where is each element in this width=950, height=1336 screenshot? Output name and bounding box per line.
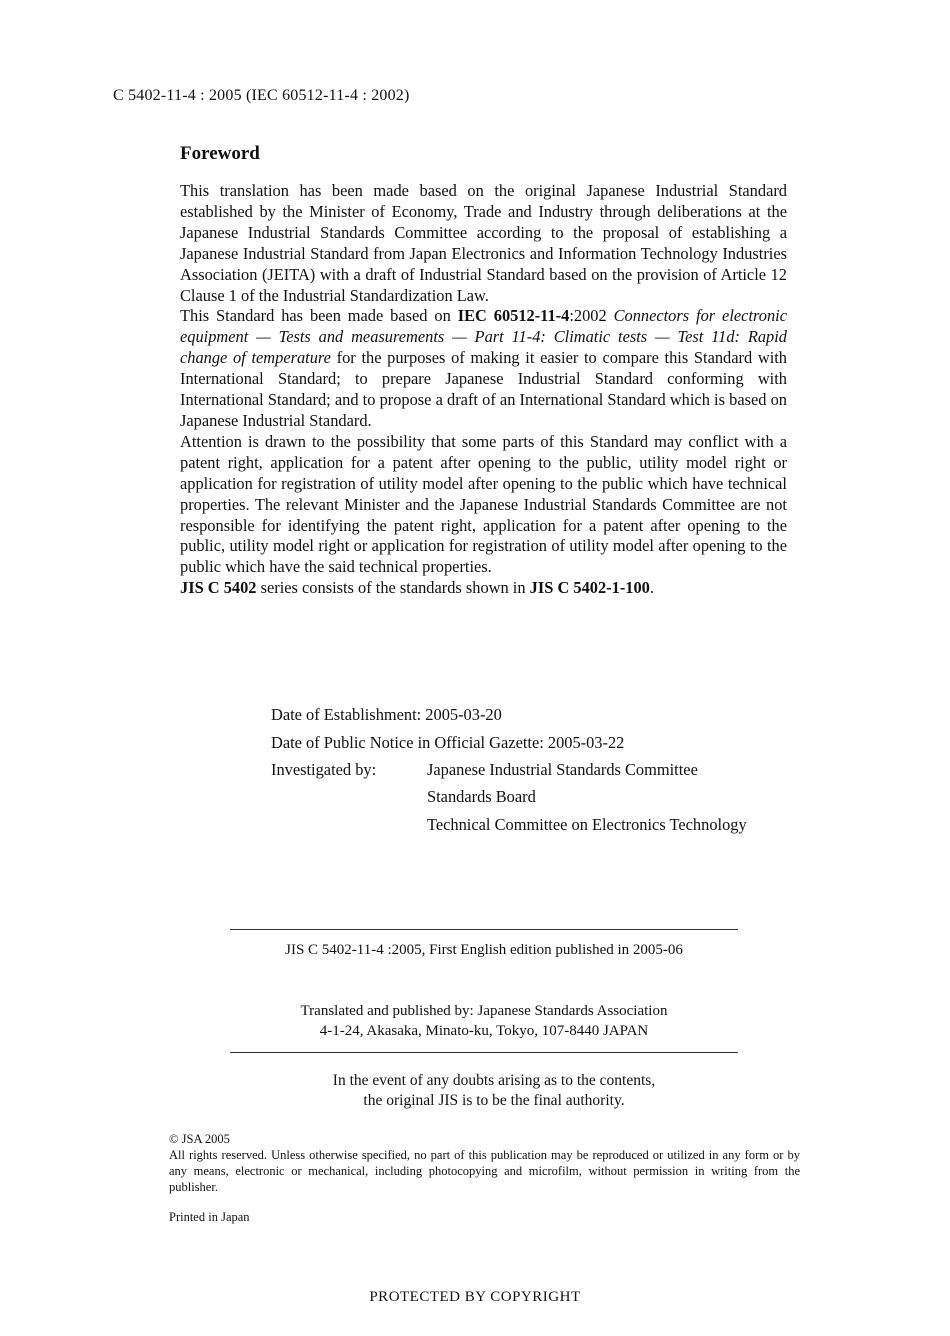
divider-bottom bbox=[230, 1052, 738, 1053]
authority-note-line-1: In the event of any doubts arising as to the contents, bbox=[332, 1072, 656, 1089]
foreword-paragraph-4 bbox=[180, 578, 787, 599]
foreword-title: Foreword bbox=[180, 143, 260, 164]
series-reference: JIS C 5402 bbox=[180, 578, 257, 598]
date-of-establishment: Date of Establishment: 2005-03-20 bbox=[271, 705, 502, 724]
rights-statement: All rights reserved. Unless otherwise specified, no part of this publication may be reproduced or utilized in any form or by any means, electronic or mechanical, including photocopying and microfilm, without permission in writing from the publisher. bbox=[169, 1148, 800, 1194]
protected-footer: PROTECTED BY COPYRIGHT bbox=[369, 1289, 581, 1305]
divider-top bbox=[230, 929, 738, 930]
foreword-paragraph-1: This translation has been made based on the original Japanese Industrial Standard established by the Minister of Economy, Trade and Industry through deliberations at the Japanese Industrial Standards Committee according to the proposal of establishing a Japanese Industrial Standard from Japan Electronics and Information Technology Industries Association (JEITA) with a draft of Industrial Standard based on the provision of Article 12 Clause 1 of the Industrial Standardization Law. bbox=[180, 181, 787, 305]
edition-line: JIS C 5402-11-4 :2005, First English edition published in 2005-06 bbox=[285, 942, 683, 958]
para4-end: . bbox=[649, 578, 654, 598]
publisher-address: 4-1-24, Akasaka, Minato-ku, Tokyo, 107-8440 JAPAN bbox=[319, 1023, 649, 1039]
date-of-public-notice: Date of Public Notice in Official Gazette: 2005-03-22 bbox=[271, 732, 625, 752]
investigators-list bbox=[427, 760, 757, 836]
para4-middle: series consists of the standards shown in bbox=[256, 578, 530, 598]
investigated-by bbox=[271, 760, 757, 836]
investigated-by-label: Investigated by: bbox=[271, 759, 377, 779]
foreword-body bbox=[180, 181, 787, 599]
printed-in: Printed in Japan bbox=[169, 1210, 250, 1224]
para2-rest: for the purposes of making it easier to compare this Standard with International Standard; to prepare Japanese Industrial Standard conforming with International Standard; and to propose a draft of an International Standard which is based on Japanese Industrial Standard. bbox=[180, 348, 788, 430]
iec-reference-year: :2002 bbox=[569, 306, 614, 326]
investigator-item: Technical Committee on Electronics Technology bbox=[427, 814, 747, 834]
series-list-reference: JIS C 5402-1-100 bbox=[529, 578, 650, 598]
foreword-paragraph-3: Attention is drawn to the possibility that some parts of this Standard may conflict with a patent right, application for a patent after opening to the public, utility model right or application for registration of utility model after opening to the public which have technical properties. The relevant Minister and the Japanese Industrial Standards Committee are not responsible for identifying the patent right, application for a patent after opening to the public, utility model right or application for registration of utility model after opening to the public which have the said technical properties. bbox=[180, 431, 787, 577]
translated-by: Translated and published by: Japanese Standards Association bbox=[300, 1003, 668, 1019]
standard-header: C 5402-11-4 : 2005 (IEC 60512-11-4 : 2002) bbox=[113, 87, 410, 104]
copyright-notice: © JSA 2005 bbox=[169, 1132, 230, 1146]
copyright-block bbox=[169, 1131, 800, 1195]
foreword-paragraph-2 bbox=[180, 306, 787, 431]
authority-note-line-2: the original JIS is to be the final authority. bbox=[363, 1092, 625, 1109]
iec-reference-title: Connectors for electronic equipment — Tests and measurements — Part 11-4: Climatic tests — Test 11d: Rapid change of temperature bbox=[180, 306, 787, 368]
iec-reference: IEC 60512-11-4 bbox=[457, 306, 570, 326]
publisher-block bbox=[230, 1001, 738, 1041]
investigator-item: Japanese Industrial Standards Committee bbox=[427, 759, 698, 779]
dates-block bbox=[271, 705, 757, 836]
investigator-item: Standards Board bbox=[427, 787, 536, 807]
authority-note bbox=[230, 1071, 758, 1111]
para2-lead: This Standard has been made based on bbox=[180, 306, 458, 326]
